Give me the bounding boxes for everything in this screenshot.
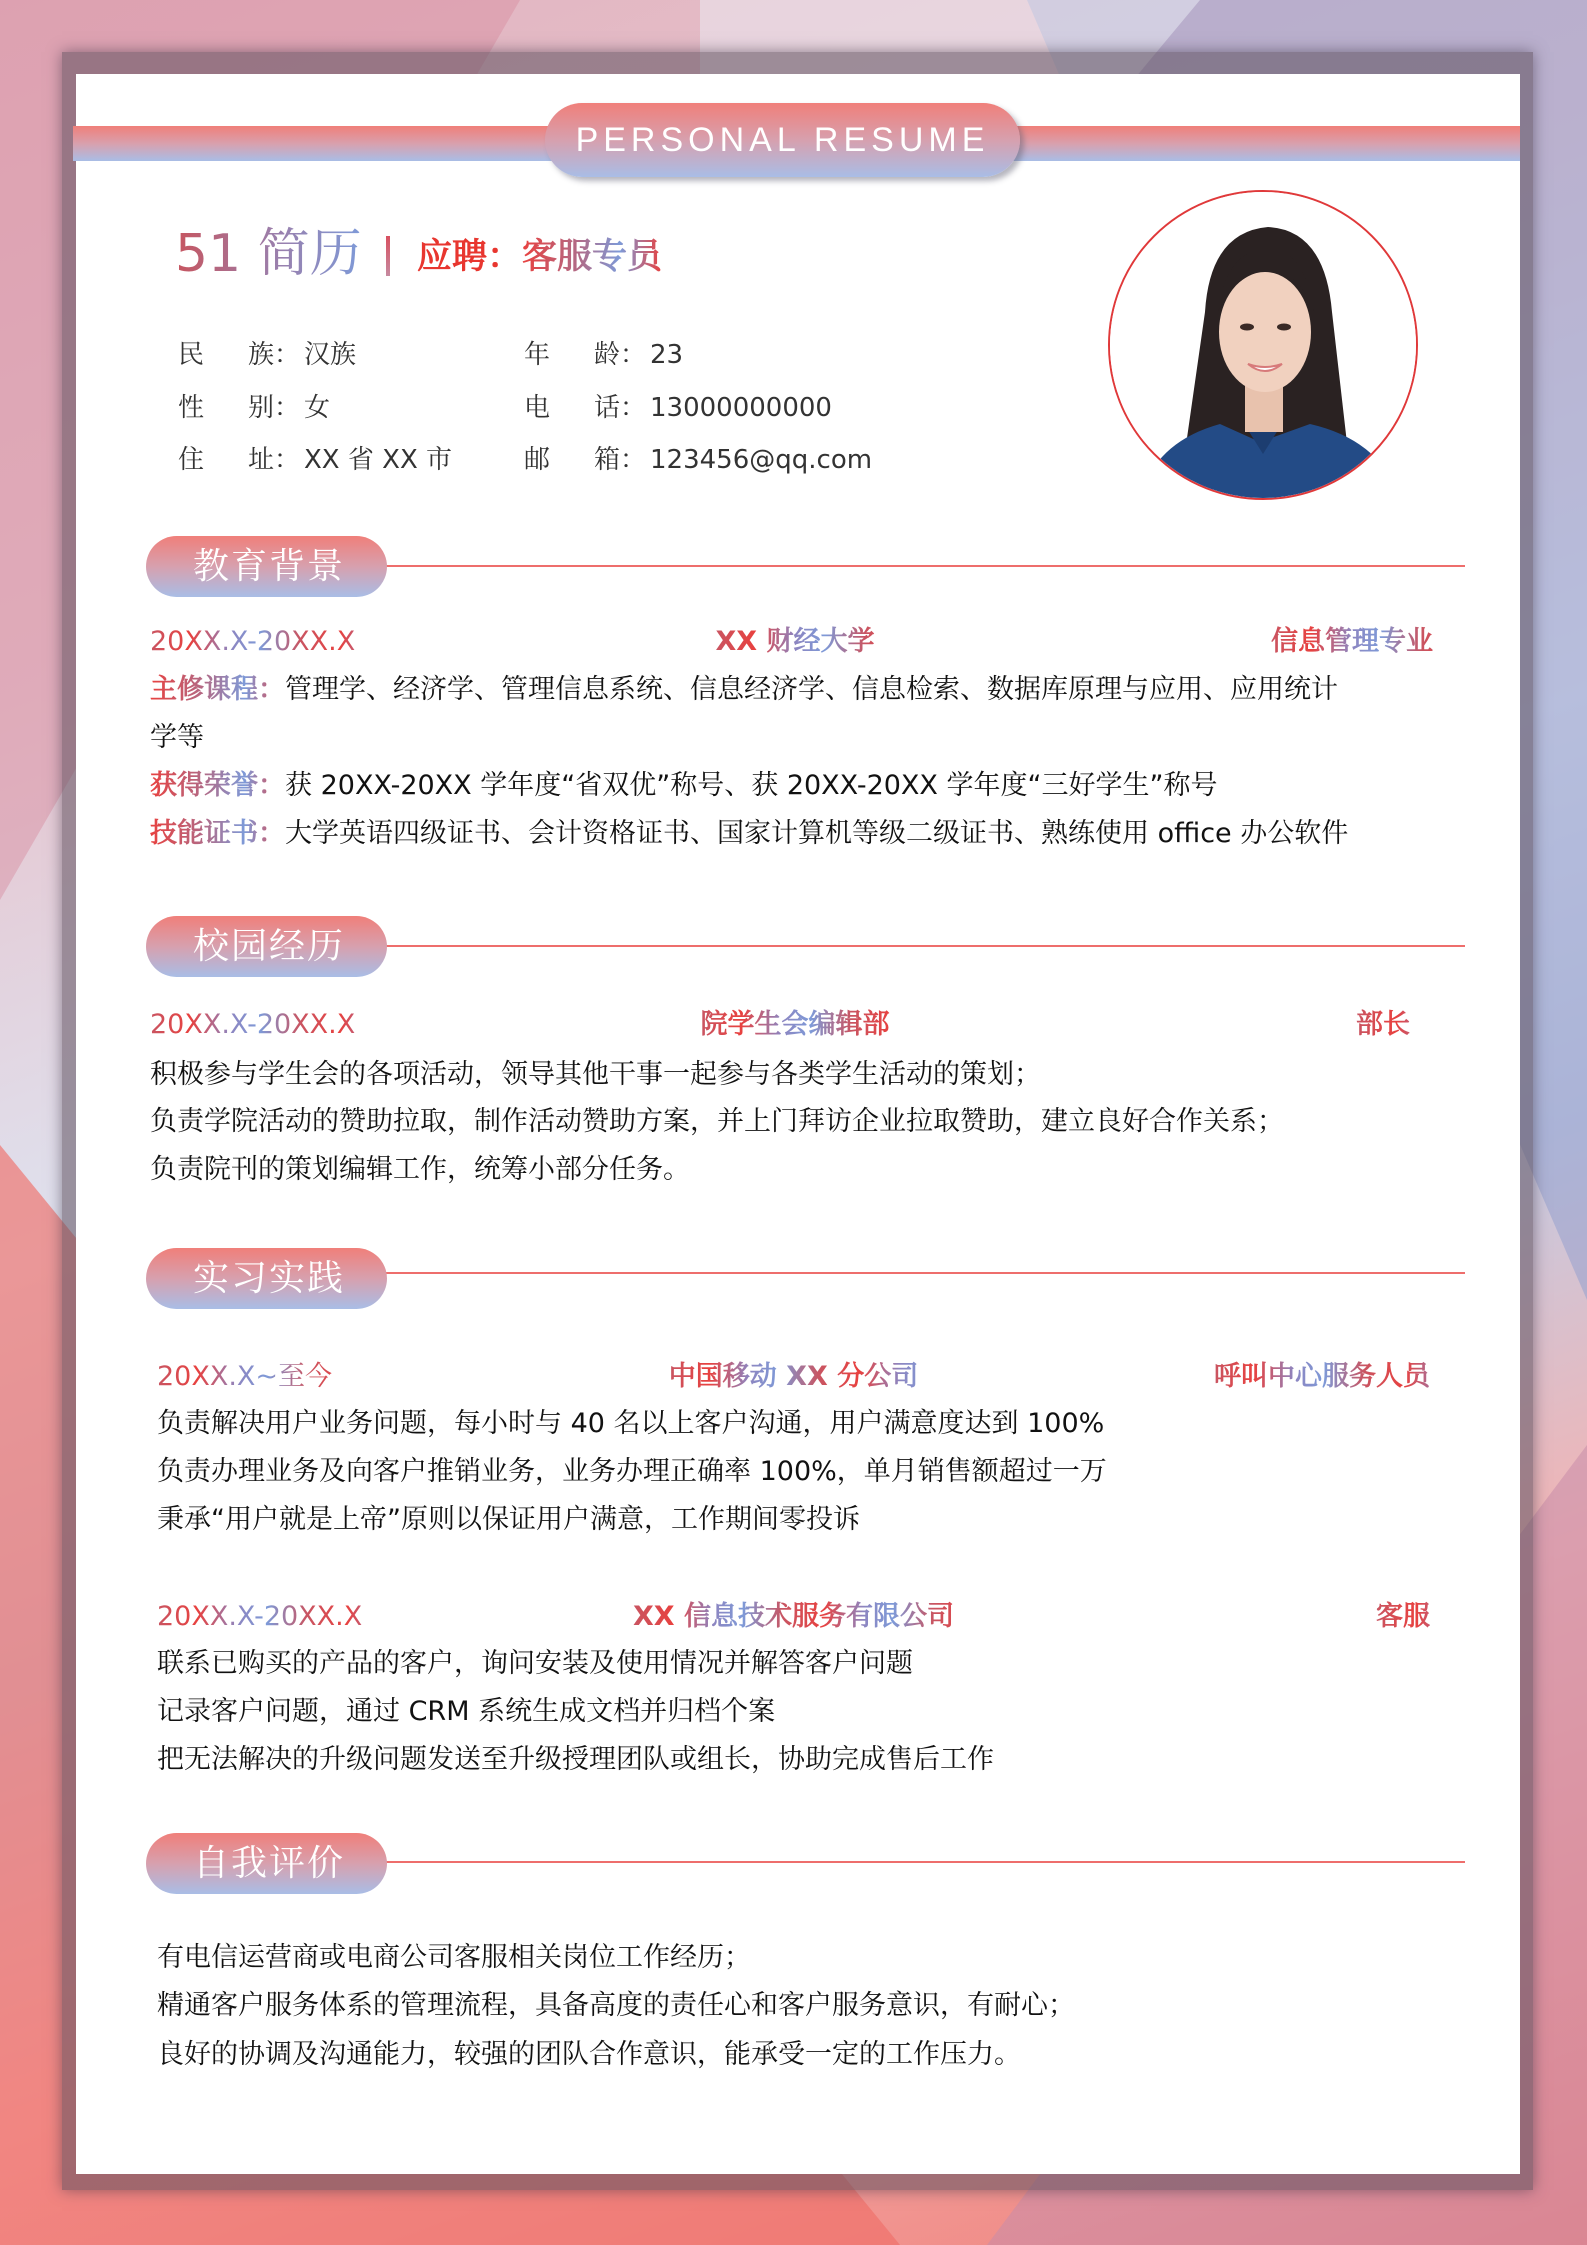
education-major: 信息管理专业 — [1271, 622, 1433, 662]
self-eval-item: 良好的协调及沟通能力，较强的团队合作意识，能承受一定的工作压力。 — [157, 2039, 1021, 2070]
title-separator — [386, 236, 390, 276]
job-item: 秉承“用户就是上帝”原则以保证用户满意，工作期间零投诉 — [157, 1504, 860, 1535]
banner-pill — [545, 103, 1020, 177]
info-value: 13000000000 — [650, 393, 832, 423]
info-value: 23 — [650, 340, 684, 370]
apply-value: 客服专员 — [522, 237, 663, 277]
job-company: 中国移动 XX 分公司 — [669, 1357, 918, 1397]
campus-item: 负责学院活动的赞助拉取，制作活动赞助方案，并上门拜访企业拉取赞助，建立良好合作关系； — [150, 1106, 1284, 1137]
self-eval-item: 精通客户服务体系的管理流程，具备高度的责任心和客户服务意识，有耐心； — [157, 1990, 1075, 2021]
campus-period: 20XX.X-20XX.X — [150, 1005, 355, 1045]
courses-label: 主修课程： — [150, 674, 285, 705]
resume-name: 51 简历 — [175, 224, 362, 284]
education-honors — [150, 766, 1217, 806]
education-school: XX 财经大学 — [715, 622, 874, 662]
job-role: 客服 — [1376, 1597, 1430, 1637]
info-value: 女 — [304, 393, 331, 423]
education-skills — [150, 814, 1348, 854]
education-courses — [150, 670, 1338, 710]
campus-role: 部长 — [1356, 1005, 1410, 1045]
portrait-photo-icon — [1110, 192, 1416, 498]
job-item: 把无法解决的升级问题发送至升级授理团队或组长，协助完成售后工作 — [157, 1744, 994, 1775]
job-role: 呼叫中心服务人员 — [1214, 1357, 1430, 1397]
campus-header-row — [150, 1005, 1440, 1045]
job-item: 负责办理业务及向客户推销业务，业务办理正确率 100%，单月销售额超过一万 — [157, 1456, 1107, 1487]
section-title-internship: 实习实践 — [193, 1258, 346, 1299]
skills-label: 技能证书： — [150, 818, 285, 849]
education-header-row — [150, 622, 1440, 662]
info-value: 汉族 — [304, 340, 357, 370]
section-title-education: 教育背景 — [193, 546, 346, 587]
honors-value: 获 20XX-20XX 学年度“省双优”称号、获 20XX-20XX 学年度“三好学生”称号 — [285, 770, 1218, 801]
education-period: 20XX.X-20XX.X — [150, 622, 355, 662]
courses-value: 管理学、经济学、管理信息系统、信息经济学、信息检索、数据库原理与应用、应用统计 — [285, 674, 1338, 705]
job-item: 记录客户问题，通过 CRM 系统生成文档并归档个案 — [157, 1696, 776, 1727]
honors-label: 获得荣誉： — [150, 770, 285, 801]
education-courses-cont: 学等 — [150, 722, 204, 753]
avatar — [1108, 190, 1418, 500]
job-header-row — [157, 1597, 1430, 1637]
job-period: 20XX.X-20XX.X — [157, 1597, 362, 1637]
section-title-self-eval: 自我评价 — [193, 1843, 346, 1884]
info-value: XX 省 XX 市 — [304, 445, 453, 475]
self-eval-item: 有电信运营商或电商公司客服相关岗位工作经历； — [157, 1942, 751, 1973]
section-title-campus: 校园经历 — [193, 926, 346, 967]
campus-org: 院学生会编辑部 — [701, 1005, 890, 1045]
banner-title: PERSONAL RESUME — [575, 120, 990, 159]
apply-position — [417, 234, 662, 280]
job-period: 20XX.X~至今 — [157, 1357, 332, 1397]
info-value: 123456@qq.com — [650, 445, 873, 475]
job-item: 联系已购买的产品的客户，询问安装及使用情况并解答客户问题 — [157, 1648, 913, 1679]
campus-item: 负责院刊的策划编辑工作，统筹小部分任务。 — [150, 1154, 690, 1185]
apply-label: 应聘： — [417, 237, 523, 277]
job-company: XX 信息技术服务有限公司 — [633, 1597, 954, 1637]
job-item: 负责解决用户业务问题，每小时与 40 名以上客户沟通，用户满意度达到 100% — [157, 1408, 1105, 1439]
skills-value: 大学英语四级证书、会计资格证书、国家计算机等级二级证书、熟练使用 office 办公软件 — [285, 818, 1349, 849]
campus-item: 积极参与学生会的各项活动，领导其他干事一起参与各类学生活动的策划； — [150, 1059, 1041, 1090]
job-header-row — [157, 1357, 1430, 1397]
